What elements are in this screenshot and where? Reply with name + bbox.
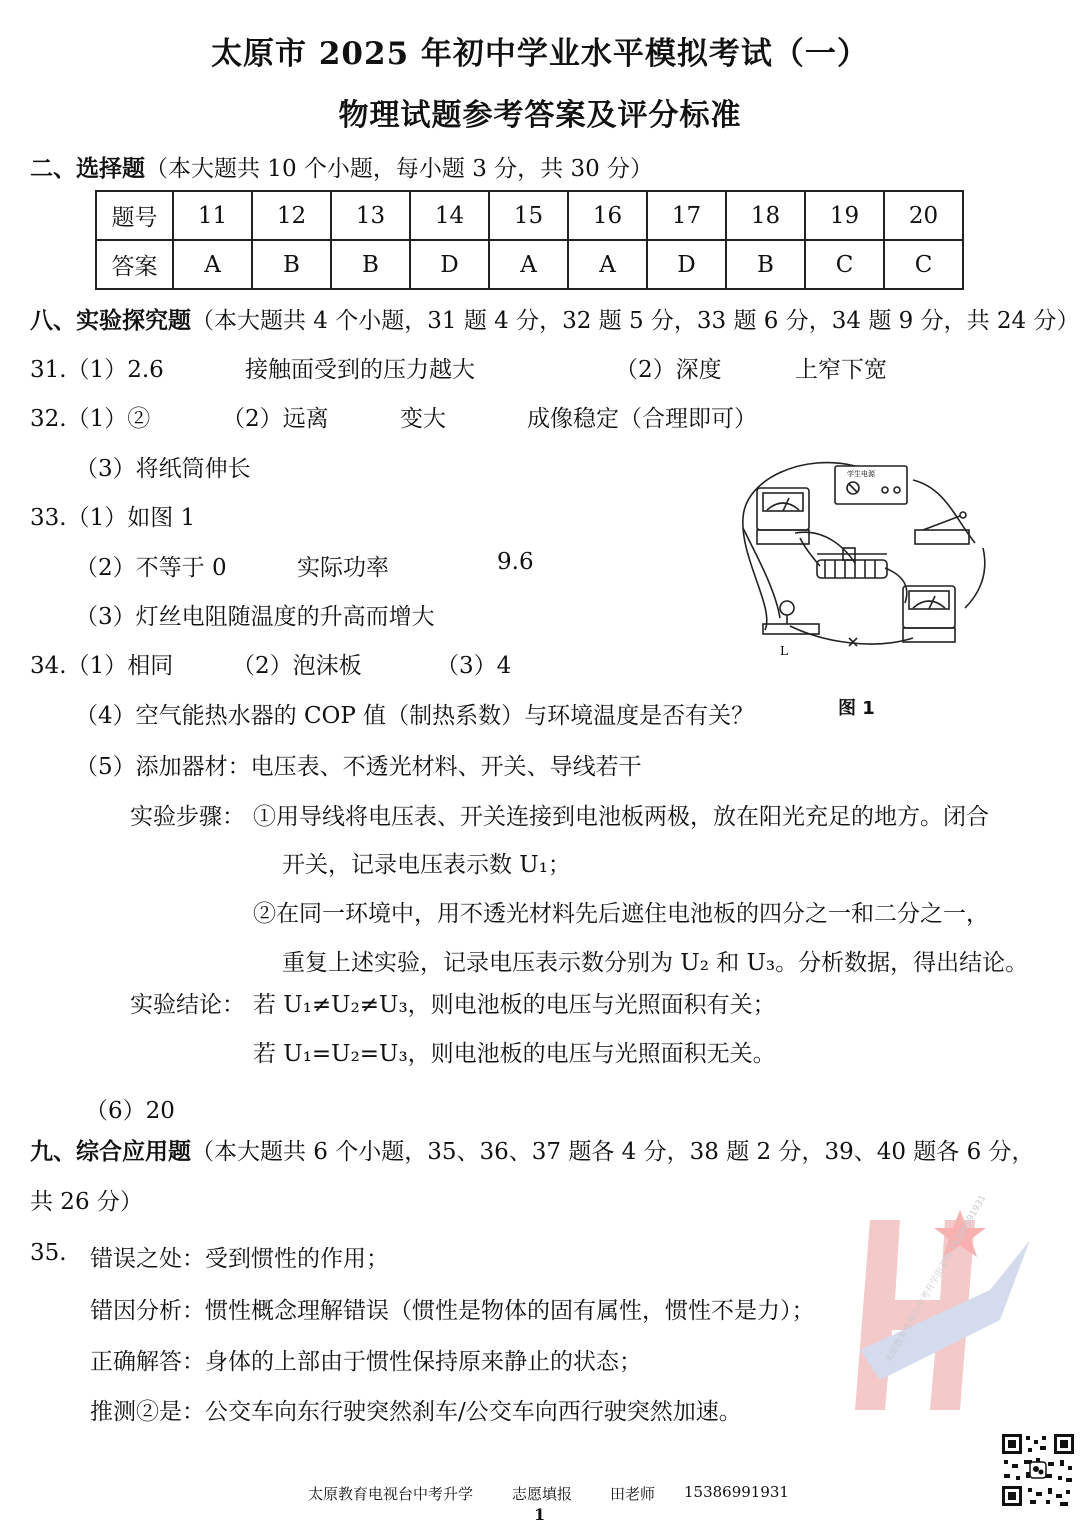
q33-part1: 33.（1）如图 1 [30, 505, 196, 531]
table-cell: B [252, 240, 331, 289]
table-cell: 15 [489, 191, 568, 240]
section9-note2: 共 26 分） [30, 1189, 143, 1215]
page-subtitle: 物理试题参考答案及评分标准 [338, 98, 742, 133]
section9-heading: 九、综合应用题 [30, 1138, 191, 1165]
qr-code-icon [1000, 1432, 1076, 1508]
page-title: 太原市 2025 年初中学业水平模拟考试（一） [211, 36, 869, 72]
q35-number: 35. [30, 1240, 67, 1266]
q32-part2: （2）远离 [222, 406, 329, 432]
table-cell: 14 [410, 191, 489, 240]
q31-part2-shape: 上窄下宽 [795, 357, 887, 383]
q33-part2-c: 9.6 [497, 549, 534, 575]
q34-conclusion2: 若 U₁=U₂=U₃，则电池板的电压与光照面积无关。 [253, 1041, 776, 1067]
q34-part1: 34.（1）相同 [30, 653, 174, 679]
table-label-answer: 答案 [96, 240, 173, 289]
q35-line4: 推测②是：公交车向东行驶突然刹车/公交车向西行驶突然加速。 [90, 1399, 742, 1425]
table-cell: 12 [252, 191, 331, 240]
q34-step1b: 开关，记录电压表示数 U₁； [282, 852, 571, 878]
answer-table [95, 190, 964, 290]
lamp-label: L [780, 644, 788, 658]
circuit-diagram [735, 458, 995, 668]
q35-line3: 正确解答：身体的上部由于惯性保持原来静止的状态； [90, 1349, 642, 1375]
q32-part1: 32.（1）② [30, 406, 151, 432]
section8-header [30, 302, 1079, 335]
q33-part2: （2）不等于 0 [75, 555, 227, 581]
q32-part2-c: 成像稳定（合理即可） [527, 406, 757, 432]
q35-line1: 错误之处：受到惯性的作用； [90, 1246, 389, 1272]
table-cell: C [805, 240, 884, 289]
section9-note: （本大题共 6 个小题，35、36、37 题各 4 分，38 题 2 分，39、40 题各 6 分， [191, 1139, 1035, 1165]
q34-step2a: ②在同一环境中，用不透光材料先后遮住电池板的四分之一和二分之一， [253, 901, 989, 927]
section2-header [30, 150, 653, 183]
table-cell: B [726, 240, 805, 289]
q34-conclusion-label: 实验结论： [130, 992, 245, 1018]
table-cell: C [884, 240, 963, 289]
figure-caption: 图 1 [838, 698, 875, 719]
footer-org: 太原教育电视台中考升学 [308, 1485, 474, 1503]
q32-part2-b: 变大 [400, 406, 446, 432]
q33-part2-b: 实际功率 [297, 555, 389, 581]
table-cell: 13 [331, 191, 410, 240]
table-label-number: 题号 [96, 191, 173, 240]
table-cell: A [489, 240, 568, 289]
table-cell: D [410, 240, 489, 289]
q34-part4: （4）空气能热水器的 COP 值（制热系数）与环境温度是否有关？ [75, 703, 755, 729]
table-cell: 17 [647, 191, 726, 240]
q33-part3: （3）灯丝电阻随温度的升高而增大 [75, 604, 435, 630]
section2-note: （本大题共 10 个小题，每小题 3 分，共 30 分） [145, 156, 654, 182]
q34-step1a: ①用导线将电压表、开关连接到电池板两极，放在阳光充足的地方。闭合 [253, 804, 989, 830]
answer-table-row-numbers [96, 191, 963, 240]
footer-phone: 15386991931 [684, 1483, 789, 1501]
q34-part2: （2）泡沫板 [232, 653, 362, 679]
q31-part1: 31.（1）2.6 [30, 357, 164, 383]
supply-label: 学生电源 [847, 470, 875, 478]
section9-header [30, 1133, 1035, 1166]
q34-part5: （5）添加器材：电压表、不透光材料、开关、导线若干 [75, 754, 642, 780]
table-cell: D [647, 240, 726, 289]
table-cell: 20 [884, 191, 963, 240]
watermark-text: 太原教育电视台中考升学田老师 15386991931 [883, 1193, 989, 1365]
watermark-logo [840, 1180, 1040, 1440]
table-cell: 19 [805, 191, 884, 240]
q31-part1-reason: 接触面受到的压力越大 [245, 357, 475, 383]
table-cell: 11 [173, 191, 252, 240]
table-cell: 18 [726, 191, 805, 240]
q34-part6: （6）20 [85, 1098, 175, 1124]
q34-steps-label: 实验步骤： [130, 804, 245, 830]
answer-table-row-answers [96, 240, 963, 289]
table-cell: 16 [568, 191, 647, 240]
table-cell: B [331, 240, 410, 289]
section8-note: （本大题共 4 个小题，31 题 4 分，32 题 5 分，33 题 6 分，34 题 9 分，共 24 分） [191, 308, 1080, 334]
table-cell: A [568, 240, 647, 289]
q35-line2: 错因分析：惯性概念理解错误（惯性是物体的固有属性，惯性不是力）； [90, 1298, 815, 1324]
footer-service: 志愿填报 [512, 1485, 573, 1503]
q34-conclusion1: 若 U₁≠U₂≠U₃，则电池板的电压与光照面积有关； [253, 992, 776, 1018]
q34-step2b: 重复上述实验，记录电压表示数分别为 U₂ 和 U₃。分析数据，得出结论。 [282, 950, 1029, 976]
q32-part3: （3）将纸筒伸长 [75, 456, 251, 482]
footer-teacher: 田老师 [610, 1485, 656, 1503]
section8-heading: 八、实验探究题 [30, 307, 191, 334]
q31-part2: （2）深度 [615, 357, 722, 383]
table-cell: A [173, 240, 252, 289]
q34-part3: （3）4 [436, 653, 512, 679]
page-number: 1 [534, 1505, 546, 1524]
section2-heading: 二、选择题 [30, 155, 145, 182]
